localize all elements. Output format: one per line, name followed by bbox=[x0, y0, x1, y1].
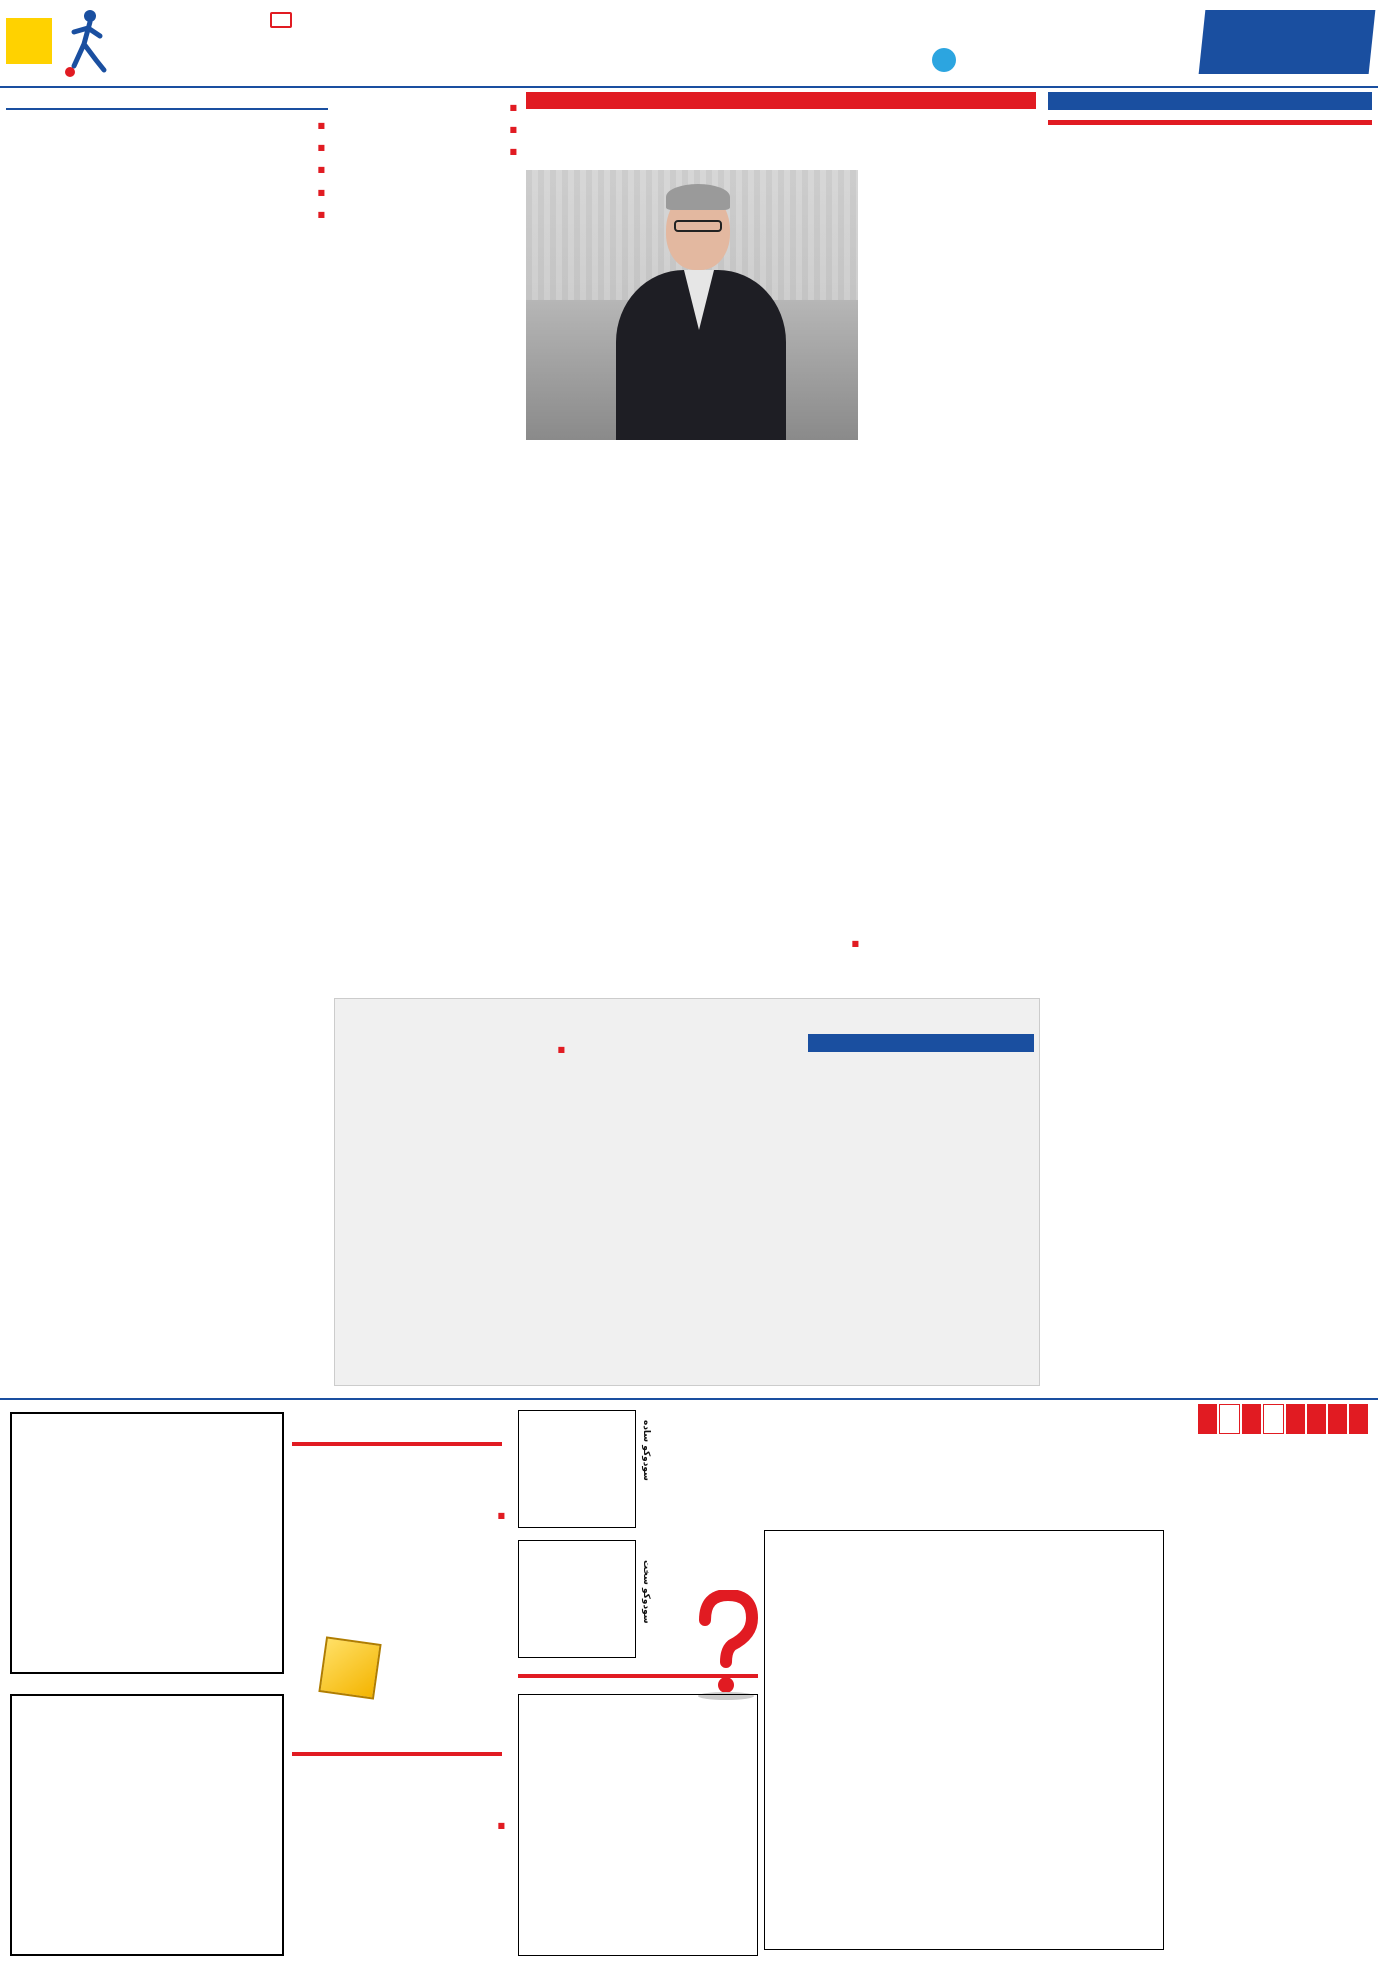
sudoku-easy-head bbox=[292, 1442, 502, 1446]
coach-hair bbox=[666, 184, 730, 210]
events-column-3 bbox=[340, 1034, 568, 1059]
column-section-label bbox=[6, 92, 328, 110]
left-column bbox=[6, 92, 328, 224]
masthead bbox=[0, 0, 1378, 88]
title-letter bbox=[1286, 1404, 1305, 1434]
draw-heading bbox=[343, 1042, 565, 1056]
crossword-title bbox=[1198, 1404, 1368, 1434]
story-item-title bbox=[337, 122, 517, 136]
sudoku-about-head bbox=[295, 1818, 505, 1832]
small-sudoku-label: سودوکو سخت bbox=[641, 1560, 652, 1624]
question-mark-icon bbox=[690, 1590, 760, 1700]
glasses-icon bbox=[674, 220, 722, 232]
brief-title bbox=[9, 162, 325, 176]
top-clues bbox=[760, 1406, 1180, 1486]
sudoku-rules-head bbox=[295, 1508, 505, 1522]
telegram-icon bbox=[932, 48, 956, 72]
crossword-column-numbers bbox=[764, 1514, 1164, 1528]
small-sudoku-grid bbox=[518, 1410, 636, 1528]
events-headline-bar bbox=[808, 1034, 1034, 1052]
title-letter bbox=[1242, 1404, 1261, 1434]
story-subheading bbox=[693, 936, 859, 950]
horizontal-clues bbox=[1200, 1440, 1370, 1640]
story-item-title bbox=[337, 100, 517, 114]
title-letter bbox=[1198, 1404, 1217, 1434]
title-letter bbox=[1263, 1404, 1284, 1434]
soccer-player-icon bbox=[60, 8, 110, 78]
email-icon bbox=[270, 12, 292, 28]
brief-title bbox=[9, 185, 325, 199]
main-kicker bbox=[526, 92, 1036, 109]
small-sudoku-grid bbox=[518, 1540, 636, 1658]
divider bbox=[1048, 120, 1372, 125]
story-column-5 bbox=[334, 92, 520, 162]
sudoku-hard-grid[interactable] bbox=[10, 1694, 284, 1956]
title-letter bbox=[1349, 1404, 1368, 1434]
crossword-row-numbers bbox=[1166, 1530, 1182, 1950]
small-sudoku-label: سودوکو ساده bbox=[641, 1420, 652, 1481]
right-column bbox=[1048, 92, 1372, 157]
title-letter bbox=[1328, 1404, 1347, 1434]
news-label bbox=[1048, 129, 1372, 147]
answer-label bbox=[518, 1674, 758, 1678]
vertical-clues bbox=[1200, 1660, 1370, 1955]
coach-photo bbox=[526, 170, 858, 440]
brief-title bbox=[9, 118, 325, 132]
sudoku-hard-head bbox=[292, 1752, 502, 1756]
brief-title bbox=[9, 140, 325, 154]
page-number bbox=[6, 18, 52, 64]
brief-title bbox=[9, 207, 325, 221]
story-item-title bbox=[337, 144, 517, 158]
dice-icon bbox=[318, 1636, 381, 1699]
title-letter bbox=[1219, 1404, 1240, 1434]
newspaper-logo bbox=[1199, 10, 1376, 74]
title-letter bbox=[1307, 1404, 1326, 1434]
crossword-grid[interactable] bbox=[764, 1530, 1164, 1950]
column-section-label bbox=[1048, 92, 1372, 110]
sudoku-easy-grid[interactable] bbox=[10, 1412, 284, 1674]
answer-grid bbox=[518, 1694, 758, 1956]
